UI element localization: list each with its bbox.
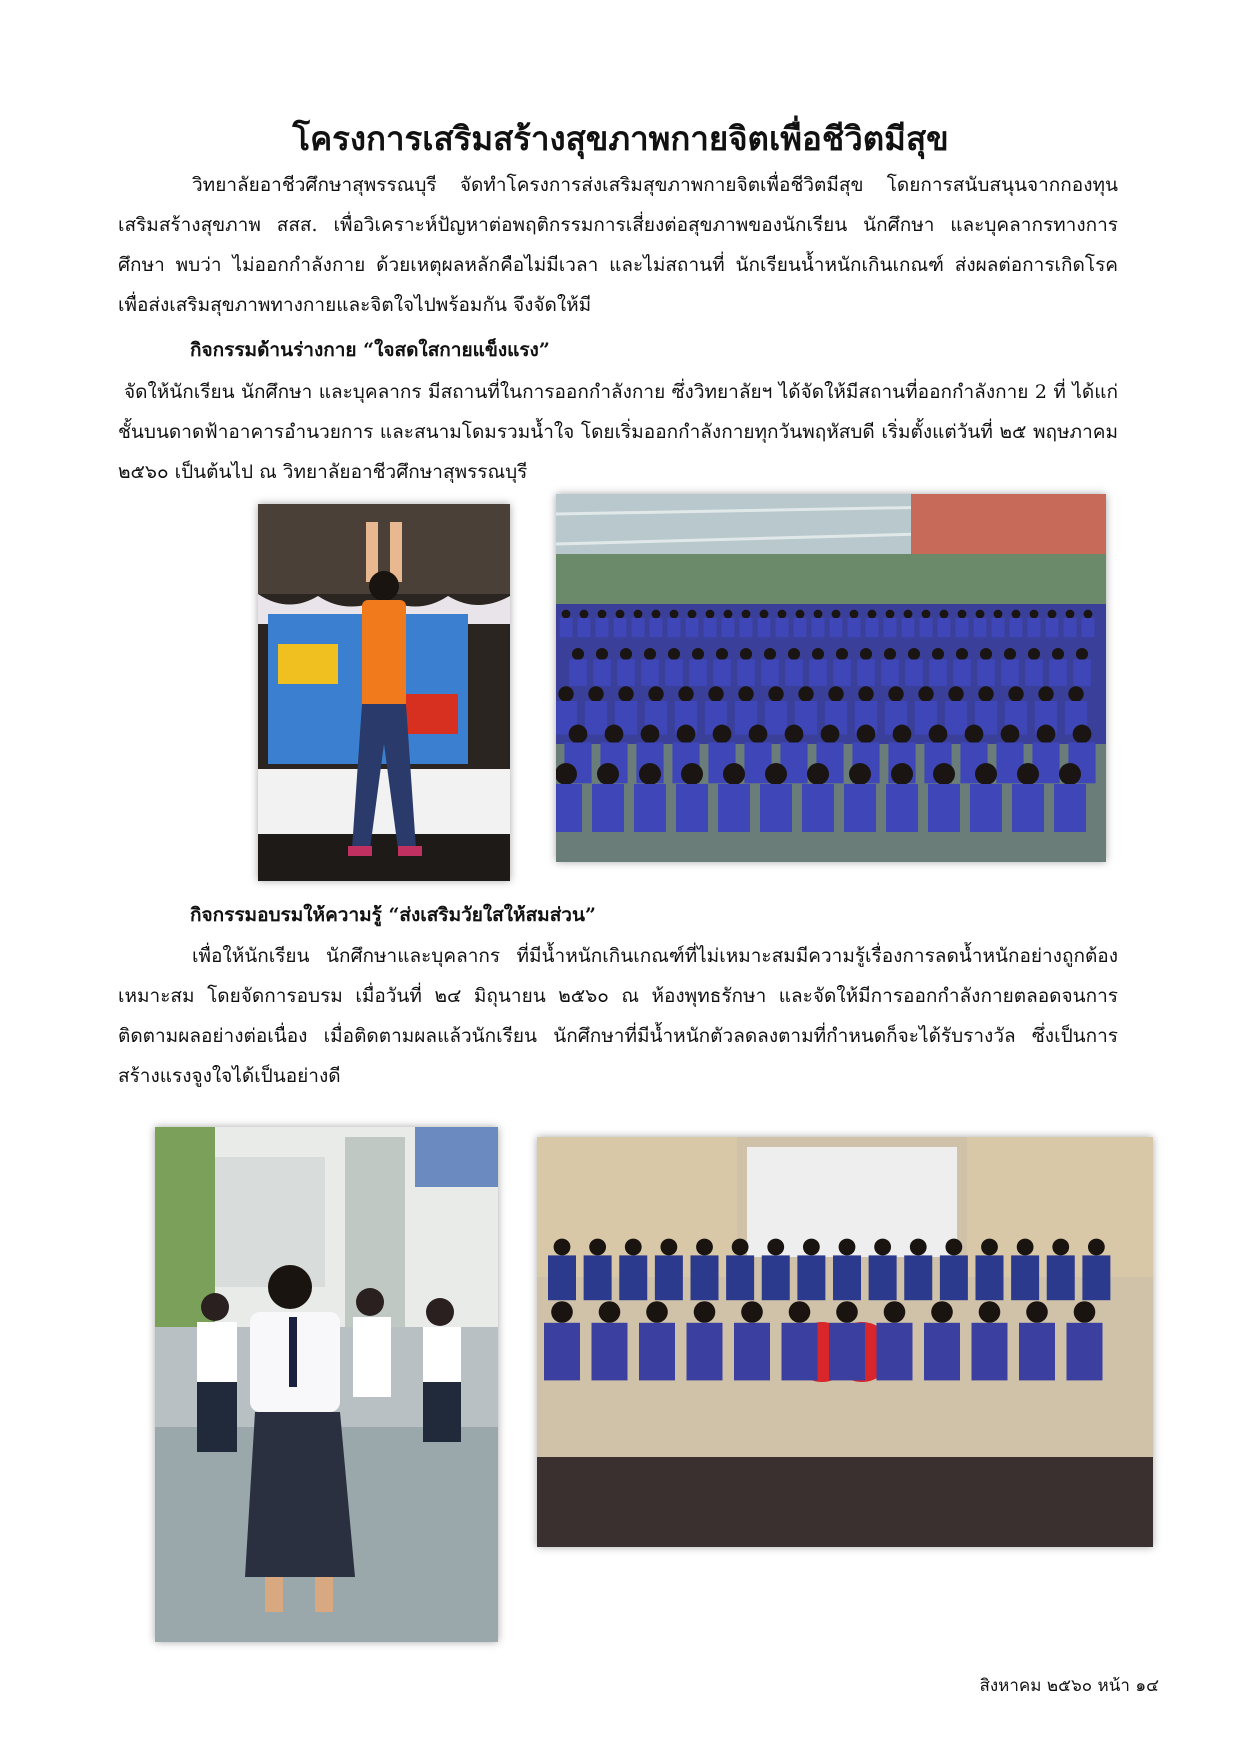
instructor-stage-photo [258,504,510,881]
students-exercise-dome-photo [556,494,1106,862]
page-footer: สิงหาคม ๒๕๖๐ หน้า ๑๔ [979,1676,1159,1696]
student-walking-photo [155,1127,498,1642]
intro-paragraph: วิทยาลัยอาชีวศึกษาสุพรรณบุรี จัดทำโครงการส่งเสริมสุขภาพกายจิตเพื่อชีวิตมีสุข โดยการสนับสนุนจากกองทุนเสริมสร้างสุขภาพ สสส. เพื่อวิเคราะห์ปัญหาต่อพฤติกรรมการเสี่ยงต่อสุขภาพของนักเรียน นักศึกษา และบุคลากรทางการศึกษา พบว่า ไม่ออกกำลังกาย ด้วยเหตุผลหลักคือไม่มีเวลา และไม่สถานที่ นักเรียนน้ำหนักเกินเกณฑ์ ส่งผลต่อการเกิดโรค เพื่อส่งเสริมสุขภาพทางกายและจิตใจไปพร้อมกัน จึงจัดให้มี [118,174,1118,316]
training-group-photo [537,1137,1153,1547]
section2-paragraph: เพื่อให้นักเรียน นักศึกษาและบุคลากร ที่มีน้ำหนักเกินเกณฑ์ที่ไม่เหมาะสมมีความรู้เรื่องการลดน้ำหนักอย่างถูกต้องเหมาะสม โดยจัดการอบรม เมื่อวันที่ ๒๔ มิถุนายน ๒๕๖๐ ณ ห้องพุทธรักษา และจัดให้มีการออกกำลังกายตลอดจนการติดตามผลอย่างต่อเนื่อง เมื่อติดตามผลแล้วนักเรียน นักศึกษาที่มีน้ำหนักตัวลดลงตามที่กำหนดก็จะได้รับรางวัล ซึ่งเป็นการสร้างแรงจูงใจได้เป็นอย่างดี [118,945,1118,1087]
section1-paragraph: จัดให้นักเรียน นักศึกษา และบุคลากร มีสถานที่ในการออกกำลังกาย ซึ่งวิทยาลัยฯ ได้จัดให้มีสถานที่ออกกำลังกาย 2 ที่ ได้แก่ ชั้นบนดาดฟ้าอาคารอำนวยการ และสนามโดมรวมน้ำใจ โดยเริ่มออกกำลังกายทุกวันพฤหัสบดี เริ่มตั้งแต่วันที่ ๒๕ พฤษภาคม ๒๕๖๐ เป็นต้นไป ณ วิทยาลัยอาชีวศึกษาสุพรรณบุรี [118,381,1118,483]
page-title: โครงการเสริมสร้างสุขภาพกายจิตเพื่อชีวิตมีสุข [292,119,949,158]
section2-heading: กิจกรรมอบรมให้ความรู้ “ส่งเสริมวัยใสให้สมส่วน” [190,904,596,926]
section1-heading: กิจกรรมด้านร่างกาย “ใจสดใสกายแข็งแรง” [190,339,550,361]
